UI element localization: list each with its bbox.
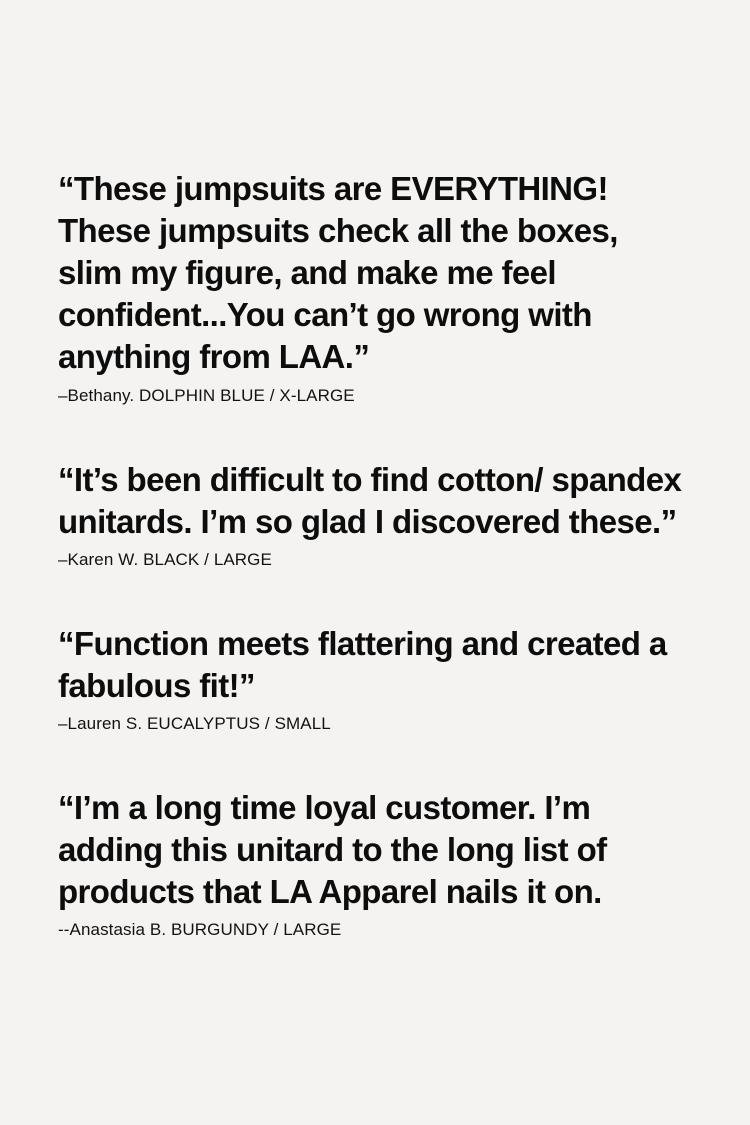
testimonial-attribution: --Anastasia B. BURGUNDY / LARGE [58, 920, 342, 939]
testimonial-attribution: –Lauren S. EUCALYPTUS / SMALL [58, 714, 331, 733]
testimonial-quote: “These jumpsuits are EVERYTHING! These jumpsuits check all the boxes, slim my figure, and make me feel confident...You can’t go wrong with anything from LAA.” [58, 170, 618, 375]
testimonial-item [58, 459, 695, 571]
testimonial-quote: “It’s been difficult to find cotton/ spandex unitards. I’m so glad I discovered these.” [58, 461, 682, 540]
testimonial-item [58, 787, 695, 941]
testimonial-attribution: –Karen W. BLACK / LARGE [58, 550, 272, 569]
testimonial-item [58, 623, 695, 735]
testimonial-quote: “Function meets flattering and created a fabulous fit!” [58, 625, 667, 704]
testimonial-attribution: –Bethany. DOLPHIN BLUE / X-LARGE [58, 386, 355, 405]
testimonial-item [58, 168, 695, 407]
testimonial-quote: “I’m a long time loyal customer. I’m adding this unitard to the long list of products that LA Apparel nails it on. [58, 789, 607, 910]
